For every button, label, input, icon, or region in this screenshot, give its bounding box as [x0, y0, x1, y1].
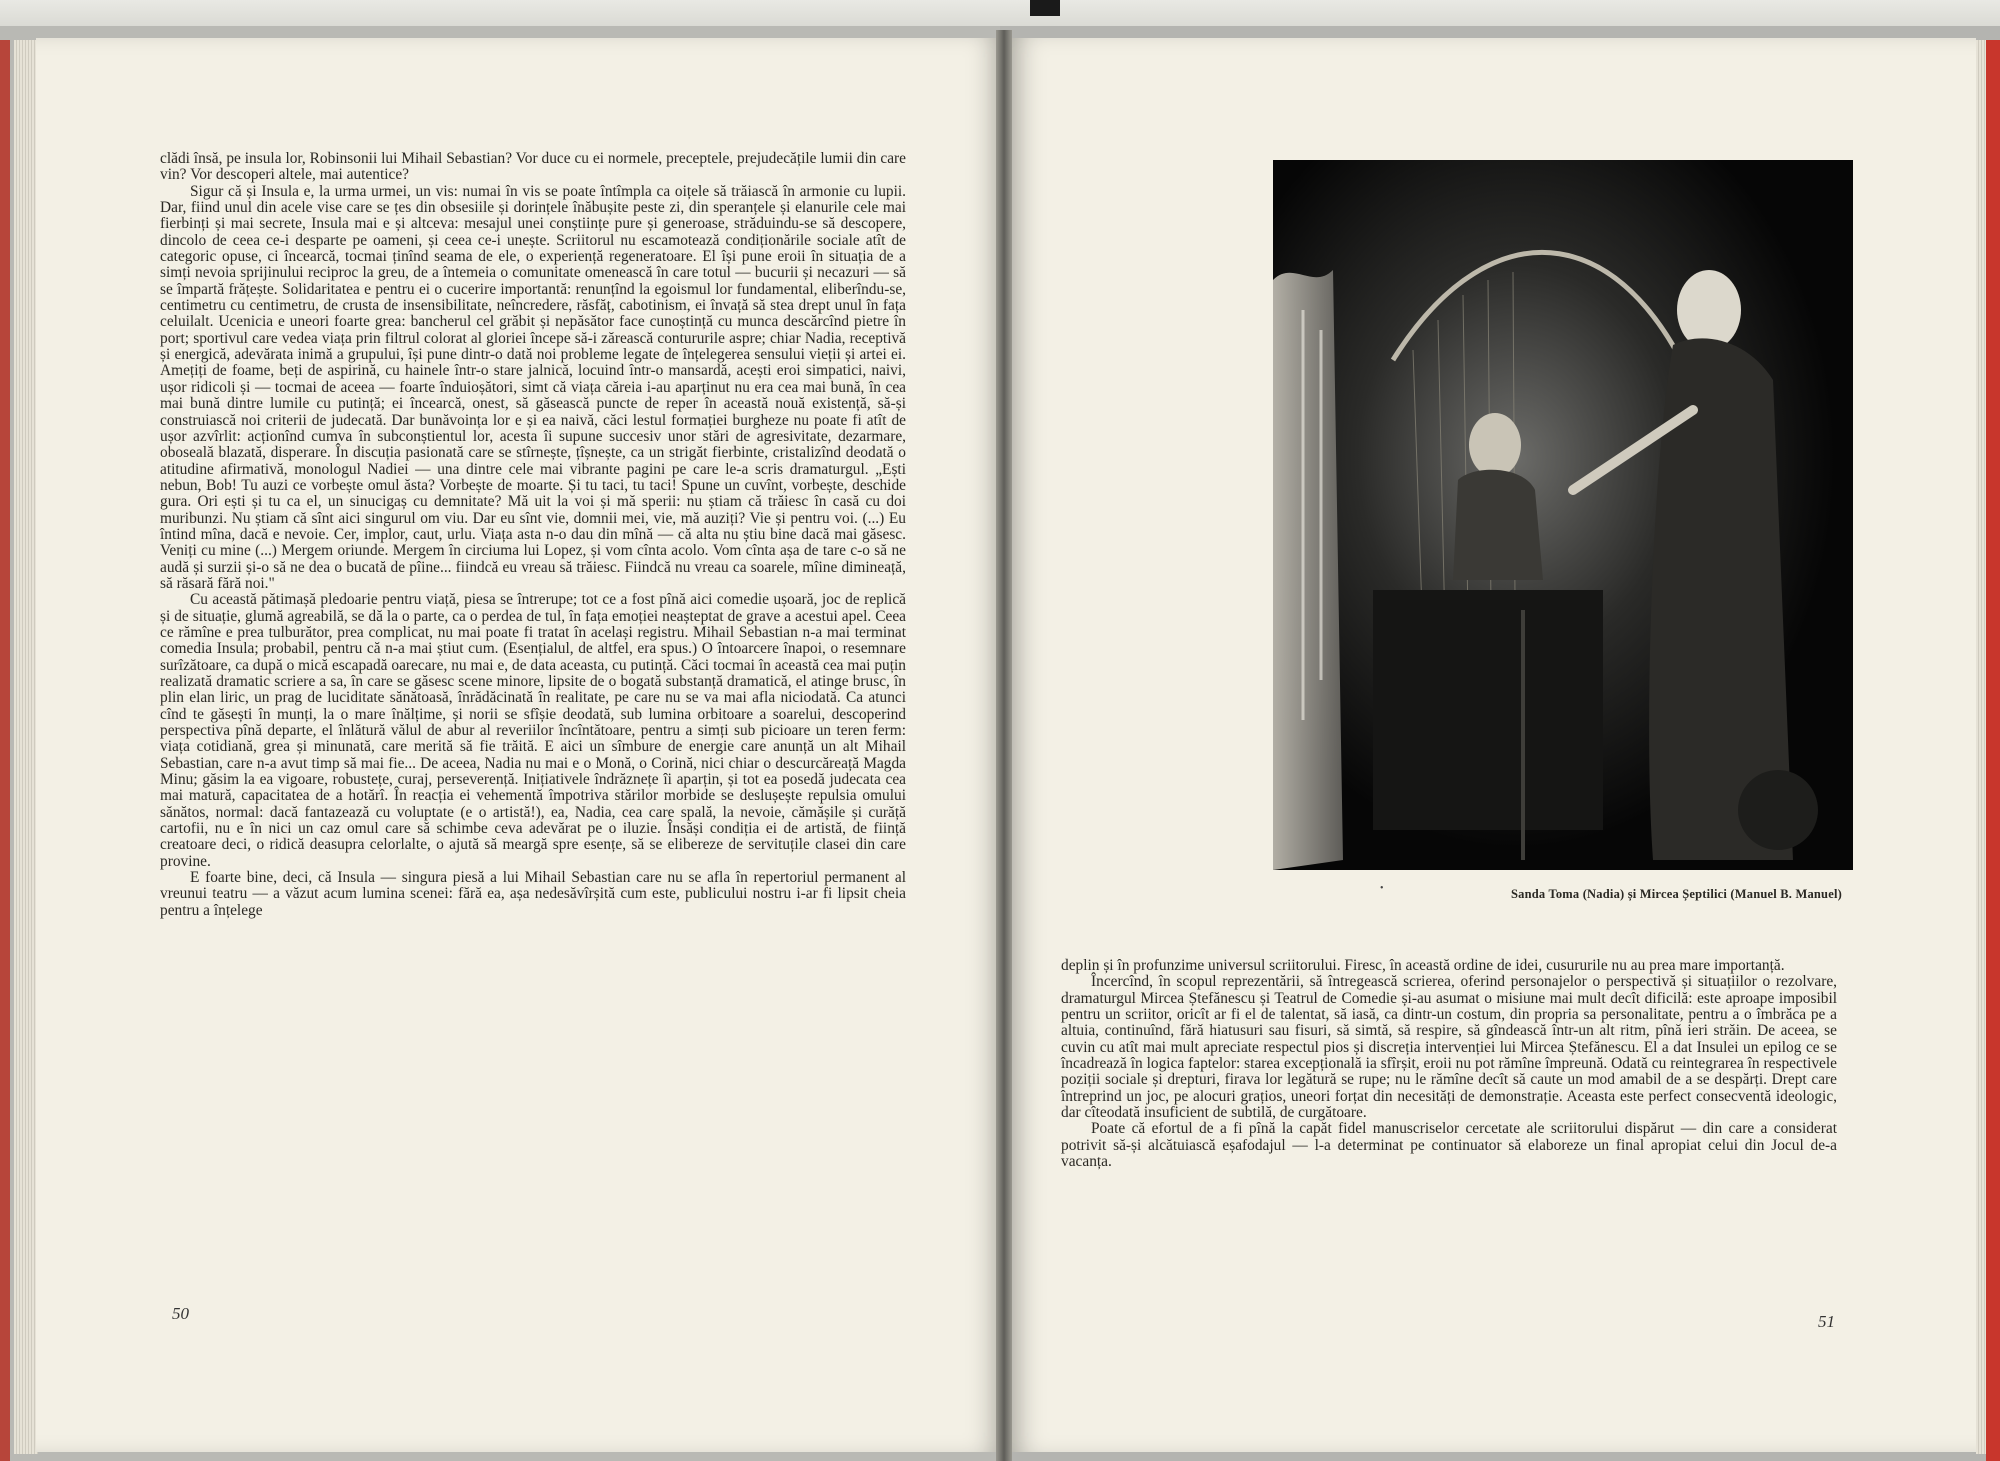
- paragraph: deplin și în profunzime universul scriitorului. Firesc, în această ordine de idei, cusururile nu au prea mare importanță.: [1061, 957, 1785, 974]
- page-stack-right: [1976, 40, 1986, 1454]
- page-stack-left: [14, 40, 38, 1454]
- paragraph: E foarte bine, deci, că Insula — singura piesă a lui Mihail Sebastian care nu se afla în repertoriul permanent al vreunui teatru — a văzut acum lumina scenei: fără ea, așa nedesăvîrșită cum este, publicului nostru i-ar fi lipsit cheia pentru a înțelege: [160, 869, 906, 919]
- left-page-text: [160, 151, 906, 919]
- paragraph: Încercînd, în scopul reprezentării, să întregească scrierea, oferind personajelor o perspectivă și situațiilor o rezolvare, dramaturgul Mircea Ștefănescu și Teatrul de Comedie și-au asumat o misiune mai mult decît dificilă: este aproape imposibil pentru un scriitor, oricît ar fi el de talentat, să iasă, ca dintr-un costum, din propria sa personalitate, pentru a o îmbrăca pe a altuia, continuînd, fără hiatusuri sau fisuri, să simtă, să respire, să gîndească într-un alt ritm, pînă ieri străin. De aceea, se cuvin cu atît mai mult apreciate respectul pios și discreția intervenției lui Mircea Ștefănescu. El a dat Insulei un epilog ce se încadrează în logica faptelor: starea excepțională ia sfîrșit, eroii nu pot rămîne împreună. Odată cu reintegrarea în respectivele poziții sociale și drepturi, firava lor legătură se rupe; nu le rămîne decît să caute un mod amabil de a se despărți. Drept care întreprind un joc, pe alocuri grațios, uneori forțat din necesități de demonstrație. Aceasta este perfect consecventă ideologic, dar cîteodată insuficient de subtilă, de curgătoare.: [1061, 973, 1837, 1122]
- performance-photo: [1273, 160, 1853, 870]
- book-gutter: [996, 30, 1012, 1461]
- cover-edge-right: [1986, 40, 2000, 1461]
- page-number-left: 50: [172, 1304, 189, 1323]
- paragraph: Poate că efortul de a fi pînă la capăt fidel manuscriselor cercetate ale scriitorului dispărut — din care a considerat potrivit să-și alcătuiască eșafodajul — l-a determinat pe continuator să elaboreze un final apropiat celui din Jocul de-a vacanța.: [1061, 1120, 1837, 1171]
- paragraph: Cu această pătimașă pledoarie pentru viață, piesa se întrerupe; tot ce a fost pînă aici comedie ușoară, joc de replică și de situație, glumă agreabilă, se dă la o parte, ca o perdea de tul, în fața emoției neașteptat de grave a acestui apel. Ceea ce rămîne e prea tulburător, prea complicat, nu mai poate fi tratat în același registru. Mihail Sebastian n-a mai terminat comedia Insula; probabil, pentru că n-a mai știut cum. (Esențialul, de altfel, era spus.) O întoarcere înapoi, o resemnare surîzătoare, ca după o mică escapadă oarecare, nu mai e, de data aceasta, cu putință. Căci tocmai în această cea mai puțin realizată dramatic scriere a sa, în care se găsesc scene minore, lipsite de o bogată substanță dramatică, el atinge brusc, în plin elan liric, un prag de luciditate sănătoasă, înrădăcinată în realitate, pe care nu se va mai afla niciodată. Ca atunci cînd te găsești în munți, la o mare înălțime, și norii se sfîșie deodată, sub lumina orbitoare a soarelui, descoperind perspectiva pînă departe, el înlătură vălul de abur al reveriilor încîntătoare, pentru a simți sub picioare un teren ferm: viața cotidiană, grea și minunată, care merită să fie trăită. E aici un sîmbure de energie care anunță un alt Mihail Sebastian, care n-a avut timp să mai fie... De aceea, Nadia nu mai e o Monă, o Corină, nici chiar o descurcăreață Magda Minu; găsim la ea vigoare, robustețe, curaj, perseverență. Inițiativele îndrăznețe îi aparțin, și tot ea posedă judecata cea mai matură, capacitatea de a hotărî. În reacția ei vehementă împotriva stărilor morbide se deslușește repulsia omului sănătos, normal: dacă fantazează cu voluptate (e o artistă!), ea, Nadia, cea care spală, la nevoie, cămășile și curăță cartofii, nu e în nici un caz omul care să schimbe ceva adevărat pe o iluzie. Însăși condiția ei de artistă, de ființă creatoare deci, o ridică deasupra celorlalte, o ajută să meargă spre esențe, să se elibereze de servituțile clasei din care provine.: [160, 591, 906, 870]
- photo-caption: Sanda Toma (Nadia) și Mircea Șeptilici (Manuel B. Manuel): [1511, 887, 1842, 901]
- cover-edge-left: [0, 40, 10, 1461]
- caption-bullet: •: [1380, 883, 1384, 894]
- paragraph: clădi însă, pe insula lor, Robinsonii lui Mihail Sebastian? Vor duce cu ei normele, preceptele, prejudecățile lumii din care vin? Vor descoperi altele, mai autentice?: [160, 150, 906, 184]
- photo-illustration: [1273, 160, 1853, 870]
- paragraph: Sigur că și Insula e, la urma urmei, un vis: numai în vis se poate întîmpla ca oițele să trăiască în armonie cu lupii. Dar, fiind unul din acele vise care se țes din obsesiile și dorințele înăbușite peste zi, din speranțele și elanurile cele mai fierbinți și mai secrete, Insula mai e și altceva: mesajul unei conștiințe pure și generoase, străduindu-se să descopere, dincolo de ceea ce-i desparte pe oameni, și ceea ce-i unește. Scriitorul nu escamotează condiționările sociale atît de categoric opuse, ci încearcă, tocmai ținînd seama de ele, o experiență regeneratoare. El își pune eroii în situația de a simți nevoia sprijinului reciproc la greu, de a întemeia o comunitate omenească în care totul — bucurii și necazuri — să se împartă frățește. Solidaritatea e pentru ei o cucerire importantă: renunțînd la egoismul lor fundamental, eliberîndu-se, centimetru cu centimetru, de crusta de insensibilitate, neîncredere, răsfăț, cabotinism, ei învață să stea drept unul în fața celuilalt. Ucenicia e uneori foarte grea: bancherul cel grăbit și nepăsător face cunoștință cu munca descărcînd pietre în port; sportivul care vedea viața prin filtrul colorat al gloriei începe să-i zărească contururile aspre; chiar Nadia, receptivă și energică, adevărata inimă a grupului, își pune dintr-o dată noi probleme legate de înțelegerea sensului vieții și artei ei. Amețiți de foame, beți de aspirină, cu hainele într-o stare jalnică, locuind într-o mansardă, acești eroi simpatici, naivi, ușor ridicoli și — tocmai de aceea — foarte înduioșători, simt că viața căreia i-au aparținut nu era cea mai bună, în cea mai bună dintre lumile cu putință; ei încearcă, onest, să găsească puncte de reper în această nouă existență, să-și construiască noi criterii de judecată. Dar bunăvoința lor e și ea naivă, căci lestul formației burgheze nu poate fi atît de ușor azvîrlit: acționînd cumva în subconștientul lor, acesta îi supune succesiv unor stări de agresivitate, dezarmare, oboseală blazată, disperare. În discuția pasionată care se stîrnește, țîșnește, ca un strigăt fierbinte, cristalizînd deodată o atitudine afirmativă, monologul Nadiei — una dintre cele mai vibrante pagini pe care le-a scris dramaturgul. „Ești nebun, Bob! Tu auzi ce vorbește omul ăsta? Vorbește de moarte. Și tu taci, tu taci! Spune un cuvînt, vorbește, deschide gura. Ori ești și tu ca el, un sinucigaș cu demnitate? Mă uit la voi și mă sperii: nu știam că trăiesc în casă cu doi muribunzi. Nu știam că sînt aici singurul om viu. Dar eu sînt vie, domnii mei, vie, mă auziți? Vie și pentru voi. (...) Eu întind mîna, dacă e nevoie. Cer, implor, caut, urlu. Viața asta n-o dau din mînă — că alta nu știu bine dacă mai găsesc. Veniți cu mine (...) Mergem oriunde. Mergem în circiuma lui Lopez, și vom cînta acolo. Vom cînta așa de tare c-o să ne audă și surzii și-o să ne dea o bucată de pîine... fiindcă eu vreau să trăiesc. Fiindcă nu vreau ca soarele, mîine dimineață, să răsară fără noi.": [160, 182, 906, 592]
- page-number-right: 51: [1818, 1312, 1835, 1331]
- scan-clip-mark: [1030, 0, 1060, 16]
- right-page-text: [1061, 958, 1837, 1170]
